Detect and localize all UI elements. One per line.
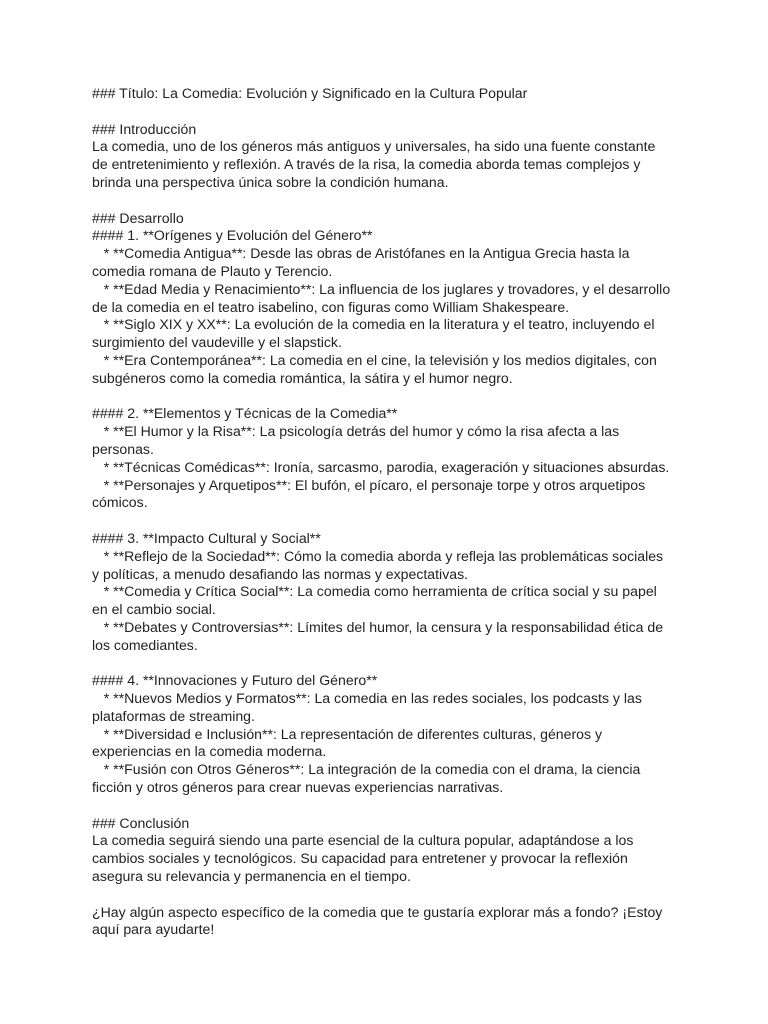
text-line: surgimiento del vaudeville y el slapstick. [92, 334, 342, 351]
list-item: * **Siglo XIX y XX**: La evolución de la comedia en la literatura y el teatro, incluyendo el [92, 316, 655, 333]
list-item: * **El Humor y la Risa**: La psicología detrás del humor y cómo la risa afecta a las [92, 423, 620, 440]
text-line: plataformas de streaming. [92, 707, 255, 724]
text-line: de la comedia en el teatro isabelino, con figuras como William Shakespeare. [92, 298, 570, 315]
text-line: cómicos. [92, 494, 148, 511]
section-heading: ### Introducción [92, 120, 197, 137]
list-item: * **Diversidad e Inclusión**: La representación de diferentes culturas, géneros y [92, 725, 603, 742]
text-line: ¿Hay algún aspecto específico de la comedia que te gustaría explorar más a fondo? ¡Estoy [92, 903, 663, 920]
text-line: aquí para ayudarte! [92, 921, 215, 938]
subsection-heading: #### 2. **Elementos y Técnicas de la Comedia** [92, 405, 398, 422]
blank-line [92, 886, 692, 904]
list-item: * **Fusión con Otros Géneros**: La integración de la comedia con el drama, la ciencia [92, 761, 641, 778]
list-item: * **Comedia Antigua**: Desde las obras de Aristófanes en la Antigua Grecia hasta la [92, 245, 630, 262]
text-line: brinda una perspectiva única sobre la condición humana. [92, 173, 449, 190]
list-item: * **Debates y Controversias**: Límites del humor, la censura y la responsabilidad ética de [92, 618, 664, 635]
subsection-heading: #### 1. **Orígenes y Evolución del Género** [92, 227, 373, 244]
text-line: La comedia, uno de los géneros más antiguos y universales, ha sido una fuente constante [92, 138, 656, 155]
text-line: los comediantes. [92, 636, 198, 653]
text-line: La comedia seguirá siendo una parte esencial de la cultura popular, adaptándose a los [92, 832, 634, 849]
section-heading: ### Conclusión [92, 814, 190, 831]
list-item: * **Comedia y Crítica Social**: La comedia como herramienta de crítica social y su papel [92, 583, 657, 600]
text-line: subgéneros como la comedia romántica, la sátira y el humor negro. [92, 369, 513, 386]
subsection-heading: #### 4. **Innovaciones y Futuro del Género** [92, 672, 378, 689]
document-body [92, 85, 692, 939]
subsection-heading: #### 3. **Impacto Cultural y Social** [92, 529, 321, 546]
section-heading: ### Desarrollo [92, 209, 184, 226]
blank-line [92, 192, 692, 210]
text-line: personas. [92, 440, 154, 457]
text-line: experiencias en la comedia moderna. [92, 743, 327, 760]
list-item: * **Nuevos Medios y Formatos**: La comedia en las redes sociales, los podcasts y las [92, 690, 642, 707]
text-line: de entretenimiento y reflexión. A través de la risa, la comedia aborda temas complejos y [92, 156, 641, 173]
list-item: * **Era Contemporánea**: La comedia en el cine, la televisión y los medios digitales, con [92, 351, 657, 368]
blank-line [92, 655, 692, 673]
list-item: * **Edad Media y Renacimiento**: La influencia de los juglares y trovadores, y el desarrollo [92, 280, 671, 297]
text-line: y políticas, a menudo desafiando las normas y expectativas. [92, 565, 469, 582]
list-item: * **Técnicas Comédicas**: Ironía, sarcasmo, parodia, exageración y situaciones absurdas. [92, 458, 670, 475]
blank-line [92, 388, 692, 406]
list-item: * **Personajes y Arquetipos**: El bufón, el pícaro, el personaje torpe y otros arquetipos [92, 476, 646, 493]
text-line: en el cambio social. [92, 601, 216, 618]
text-line: ficción y otros géneros para crear nuevas experiencias narrativas. [92, 779, 504, 796]
text-line: cambios sociales y tecnológicos. Su capacidad para entretener y provocar la reflexión [92, 850, 628, 867]
blank-line [92, 103, 692, 121]
document-title: ### Título: La Comedia: Evolución y Significado en la Cultura Popular [92, 85, 528, 101]
text-line: comedia romana de Plauto y Terencio. [92, 262, 333, 279]
blank-line [92, 512, 692, 530]
text-line: asegura su relevancia y permanencia en el tiempo. [92, 868, 411, 885]
list-item: * **Reflejo de la Sociedad**: Cómo la comedia aborda y refleja las problemáticas sociales [92, 547, 664, 564]
blank-line [92, 797, 692, 815]
